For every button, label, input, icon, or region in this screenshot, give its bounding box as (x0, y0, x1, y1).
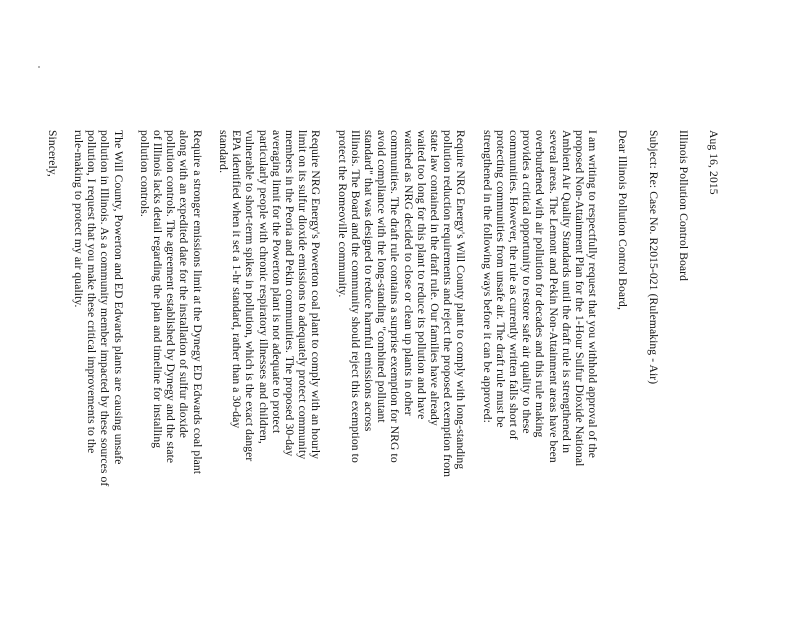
paragraph-line: provides a critical opportunity to restore safe air quality to these (520, 130, 534, 434)
letter-paragraph (138, 130, 204, 558)
letter-paragraph (335, 130, 467, 558)
paragraph-line: averaging limit for the Powerton plant is not adequate to protect (269, 130, 283, 434)
paragraph-line: several areas. The Lemont and Pekin Non-Attainment areas have been (546, 130, 560, 463)
paragraph-line: Ambient Air Quality Standards until the draft rule is strengthened in (559, 130, 573, 454)
paragraph-line: limit on its sulfur dioxide emissions to adequately protect community (296, 130, 310, 460)
paragraph-line: pollution controls. (137, 130, 151, 217)
paragraph-line: pollution reduction requirements and reject the proposed exemption from (441, 130, 455, 478)
letter-paragraphs (59, 130, 599, 558)
paragraph-line: waited too long for this plant to reduce its pollution and have (414, 130, 428, 420)
paragraph-line: watched as NRG decided to close or clean up plants in other (401, 130, 415, 416)
letter-subject: Subject: Re: Case No. R2015-021 (Rulemaking - Air) (646, 130, 660, 385)
paragraph-line: pollution, I request that you make these critical improvements to the (85, 130, 99, 454)
paragraph-line: state law contained in the draft rule. Our families have already (427, 130, 441, 426)
paragraph-line: of Illinois lacks detail regarding the plan and timeline for installing (151, 130, 165, 449)
paragraph-line: members in the Peoria and Pekin communities. The proposed 30-day (282, 130, 296, 457)
paragraph-line: pollution controls. The agreement established by Dynegy and the state (164, 130, 178, 464)
letter-recipient: Illinois Pollution Control Board (676, 130, 690, 282)
paragraph-line: proposed Non-Attainment Plan for the 1-Hour Sulfur Dioxide National (572, 130, 586, 467)
paragraph-line: Illinois. The Board and the community should reject this exemption to (348, 130, 362, 463)
paragraph-line: standard" that was designed to reduce harmful emissions across (361, 130, 375, 432)
letter-paragraph (480, 130, 599, 558)
paragraph-line: vulnerable to short-term spikes in pollution, which is the exact danger (243, 130, 257, 462)
paragraph-line: overburdened with air pollution for decades and this rule making (533, 130, 547, 438)
letter-paragraph (72, 130, 125, 558)
letter-date: Aug 16, 2015 (707, 130, 720, 195)
paragraph-line: communities. The draft rule contains a surprise exemption for NRG to (388, 130, 402, 463)
paragraph-line: I am writing to respectfully request that you withhold approval of the (586, 130, 600, 459)
paragraph-line: Require NRG Energy's Powerton coal plant to comply with an hourly (309, 130, 323, 460)
letter-paragraph (217, 130, 323, 558)
paragraph-line: The Will County, Powerton and ED Edwards plants are causing unsafe (111, 130, 125, 465)
letter-salutation: Dear Illinois Pollution Control Board, (616, 130, 630, 310)
paragraph-line: Require a stronger emissions limit at the Dynegy ED Edwards coal plant (190, 130, 204, 475)
paragraph-line: pollution in Illinois. As a community member impacted by these sources of (98, 130, 112, 487)
letter-closing: Sincerely, (45, 130, 59, 177)
paragraph-line: communities. However, the rule as currently written falls short of (506, 130, 520, 440)
paragraph-line: EPA identified when it set a 1-hr standard, rather than a 30-day (230, 130, 244, 429)
paragraph-line: particularly people with chronic respiratory illnesses and children, (256, 130, 270, 444)
paragraph-line: standard. (216, 130, 230, 174)
paragraph-line: strengthened in the following ways before it can be approved: (480, 130, 494, 423)
paragraph-line: protect the Romeoville community. (335, 130, 349, 298)
paragraph-line: rule-making to protect my air quality. (72, 130, 86, 308)
paragraph-line: Require NRG Energy's Will County plant to comply with long-standing (454, 130, 468, 470)
paragraph-line: along with an expedited date for the installation of sulfur dioxide (177, 130, 191, 439)
paragraph-line: protecting communities from unsafe air. The draft rule must be (493, 130, 507, 428)
paragraph-line: avoid compliance with the long-standing "combined pollutant (375, 130, 389, 423)
